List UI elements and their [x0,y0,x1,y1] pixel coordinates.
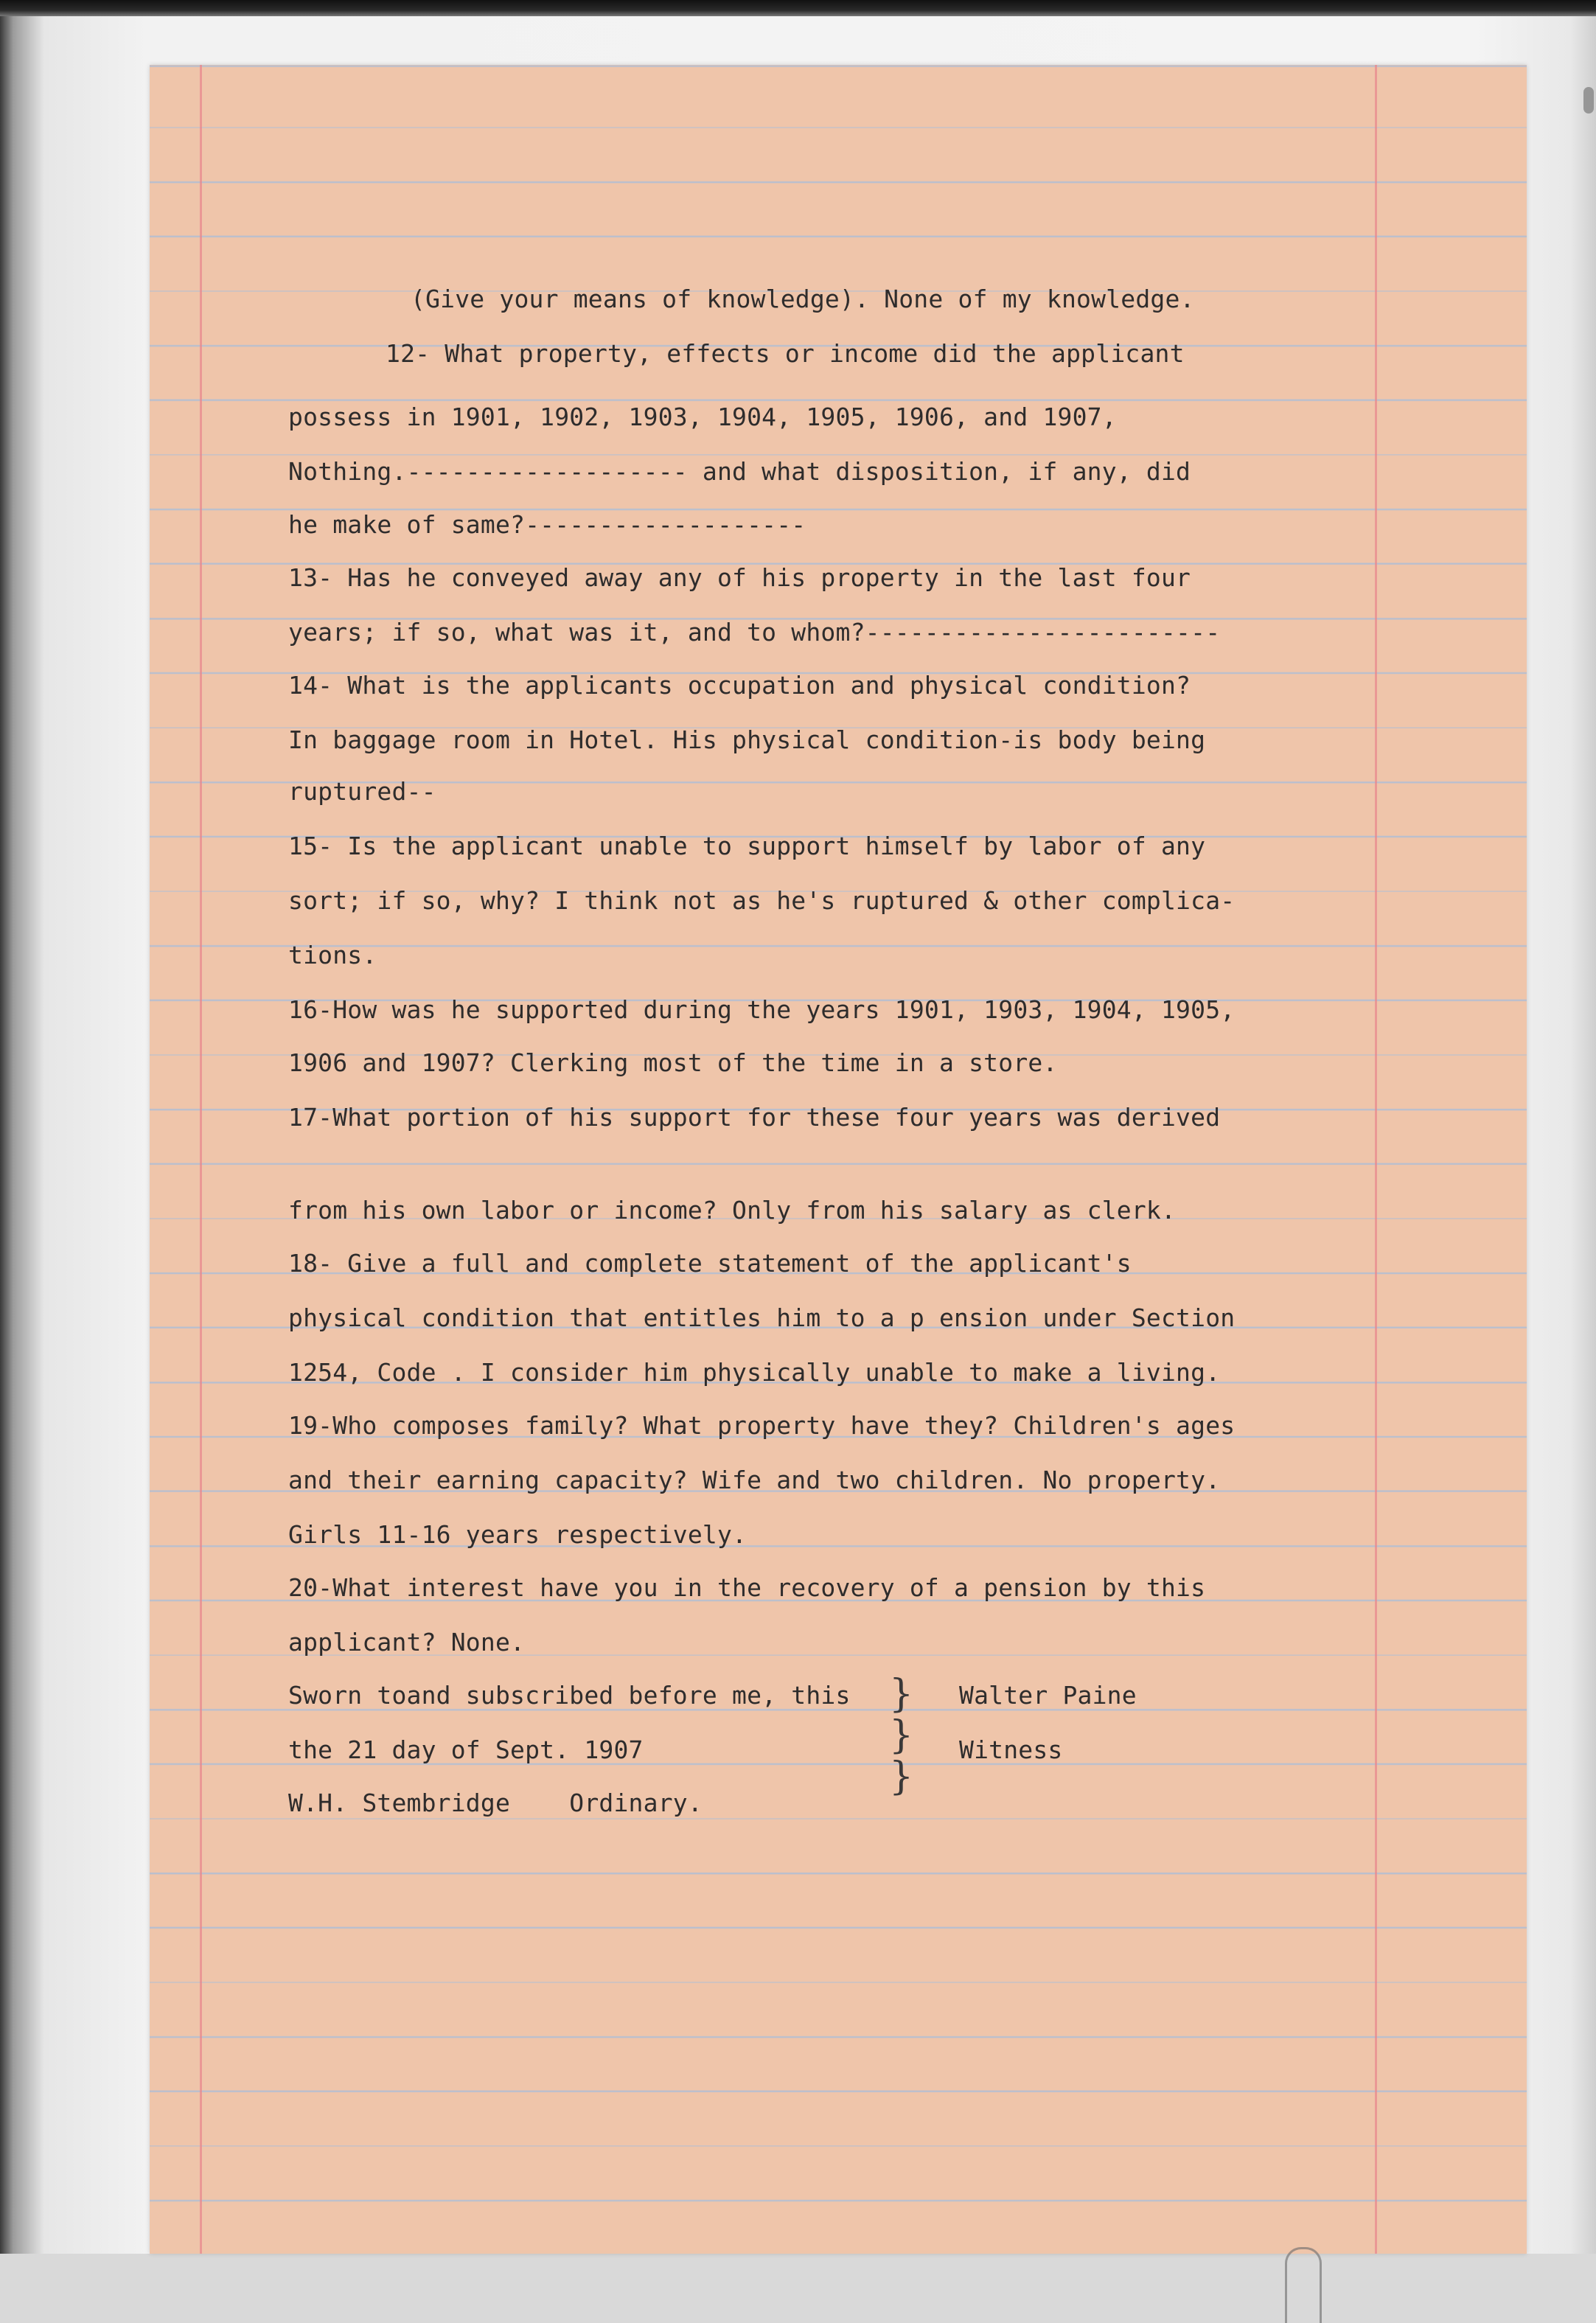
text-line-3: possess in 1901, 1902, 1903, 1904, 1905, 1906, and 1907, [288,403,1117,431]
text-line-25: applicant? None. [288,1628,526,1657]
oath-line-1: Sworn toand subscribed before me, this [288,1681,851,1710]
text-line-7: years; if so, what was it, and to whom?------------------------ [288,618,1221,647]
right-margin-rule [1375,65,1377,2254]
left-margin-rule [200,65,202,2254]
text-line-8: 14- What is the applicants occupation and physical condition? [288,671,1191,700]
text-line-12: sort; if so, why? I think not as he's ruptured & other complica- [288,886,1236,915]
signature-brace: } [889,1672,914,1716]
text-line-11: 15- Is the applicant unable to support himself by labor of any [288,832,1206,860]
text-line-18: 18- Give a full and complete statement of the applicant's [288,1249,1132,1278]
text-line-16: 17-What portion of his support for these four years was derived [288,1103,1221,1132]
signature-brace: } [889,1713,914,1758]
text-line-20: 1254, Code . I consider him physically unable to make a living. [288,1358,1221,1387]
text-line-6: 13- Has he conveyed away any of his property in the last four [288,563,1191,592]
oath-line-3: W.H. Stembridge Ordinary. [288,1789,703,1817]
text-line-5: he make of same?------------------- [288,510,806,539]
witness-name: Walter Paine [959,1681,1137,1710]
text-line-10: ruptured-- [288,777,436,806]
text-line-22: and their earning capacity? Wife and two children. No property. [288,1466,1221,1494]
scan-edge-mark [1583,87,1594,114]
text-line-1: (Give your means of knowledge). None of my knowledge. [411,285,1195,313]
text-line-15: 1906 and 1907? Clerking most of the time in a store. [288,1048,1058,1077]
paper-clip-mark [1285,2247,1322,2323]
signature-brace: } [889,1755,914,1799]
scan-top-edge [0,0,1596,16]
text-line-24: 20-What interest have you in the recovery of a pension by this [288,1573,1206,1602]
witness-label: Witness [959,1735,1063,1764]
text-line-17: from his own labor or income? Only from his salary as clerk. [288,1196,1177,1225]
text-line-13: tions. [288,941,377,969]
oath-line-2: the 21 day of Sept. 1907 [288,1735,644,1764]
text-line-19: physical condition that entitles him to a p ension under Section [288,1303,1236,1332]
text-line-9: In baggage room in Hotel. His physical condition-is body being [288,725,1206,754]
text-line-14: 16-How was he supported during the years 1901, 1903, 1904, 1905, [288,995,1236,1024]
text-line-2: 12- What property, effects or income did the applicant [386,339,1185,368]
document-page [150,65,1527,2254]
text-line-23: Girls 11-16 years respectively. [288,1520,748,1549]
text-line-4: Nothing.------------------- and what disposition, if any, did [288,457,1191,486]
text-line-21: 19-Who composes family? What property have they? Children's ages [288,1411,1236,1440]
